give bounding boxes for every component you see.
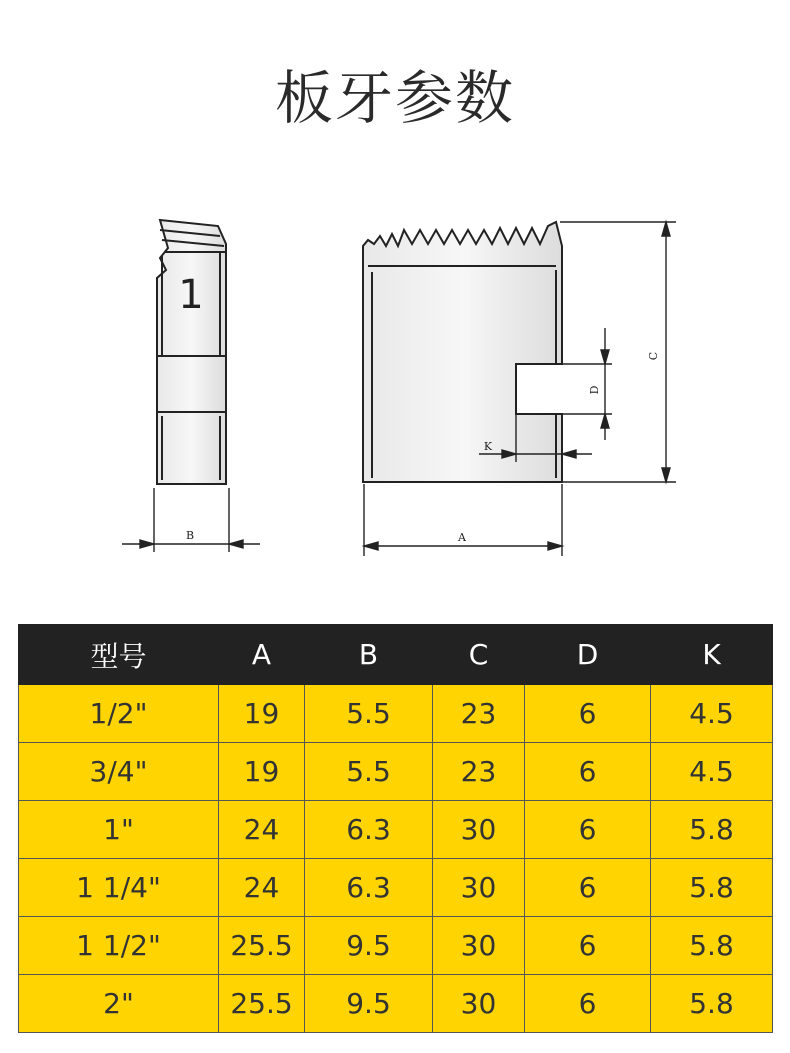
cell-k: 5.8 xyxy=(651,975,773,1033)
page-title: 板牙参数 xyxy=(274,64,515,132)
cell-a: 25.5 xyxy=(219,917,305,975)
table-row xyxy=(19,685,773,743)
cell-model: 3/4" xyxy=(19,743,219,801)
header-a: A xyxy=(219,625,305,685)
cell-b: 9.5 xyxy=(305,917,433,975)
cell-model: 1 1/4" xyxy=(19,859,219,917)
table-row xyxy=(19,975,773,1033)
cell-d: 6 xyxy=(525,743,651,801)
cell-c: 30 xyxy=(433,975,525,1033)
cell-d: 6 xyxy=(525,859,651,917)
cell-b: 5.5 xyxy=(305,685,433,743)
cell-model: 1 1/2" xyxy=(19,917,219,975)
cell-b: 6.3 xyxy=(305,859,433,917)
cell-model: 1" xyxy=(19,801,219,859)
cell-b: 5.5 xyxy=(305,743,433,801)
side-view xyxy=(157,220,226,484)
dim-label-c: C xyxy=(647,351,660,361)
front-view xyxy=(363,222,562,482)
cell-model: 1/2" xyxy=(19,685,219,743)
table-row xyxy=(19,801,773,859)
dim-label-k: K xyxy=(483,440,493,453)
cell-d: 6 xyxy=(525,685,651,743)
table-row xyxy=(19,859,773,917)
cell-a: 19 xyxy=(219,685,305,743)
cell-a: 24 xyxy=(219,801,305,859)
cell-model: 2" xyxy=(19,975,219,1033)
header-c: C xyxy=(433,625,525,685)
cell-c: 30 xyxy=(433,917,525,975)
die-technical-drawing xyxy=(0,200,790,580)
cell-b: 6.3 xyxy=(305,801,433,859)
dim-label-b: B xyxy=(185,529,195,542)
header-b: B xyxy=(305,625,433,685)
cell-c: 30 xyxy=(433,859,525,917)
header-d: D xyxy=(525,625,651,685)
cell-k: 4.5 xyxy=(651,685,773,743)
dimension-b xyxy=(122,488,260,552)
dim-label-a: A xyxy=(458,531,466,544)
cell-a: 24 xyxy=(219,859,305,917)
header-k: K xyxy=(651,625,773,685)
cell-k: 5.8 xyxy=(651,859,773,917)
table-row xyxy=(19,743,773,801)
part-number-label: 1 xyxy=(178,272,204,318)
cell-k: 4.5 xyxy=(651,743,773,801)
spec-table xyxy=(18,624,773,1033)
header-model: 型号 xyxy=(19,625,219,685)
cell-c: 23 xyxy=(433,685,525,743)
cell-d: 6 xyxy=(525,801,651,859)
cell-d: 6 xyxy=(525,975,651,1033)
dim-label-d: D xyxy=(588,385,601,395)
cell-k: 5.8 xyxy=(651,917,773,975)
cell-c: 30 xyxy=(433,801,525,859)
dimension-d xyxy=(562,328,612,440)
dimension-a xyxy=(364,484,562,556)
cell-c: 23 xyxy=(433,743,525,801)
table-row xyxy=(19,917,773,975)
cell-a: 19 xyxy=(219,743,305,801)
cell-d: 6 xyxy=(525,917,651,975)
cell-a: 25.5 xyxy=(219,975,305,1033)
table-header-row xyxy=(19,625,773,685)
cell-k: 5.8 xyxy=(651,801,773,859)
cell-b: 9.5 xyxy=(305,975,433,1033)
